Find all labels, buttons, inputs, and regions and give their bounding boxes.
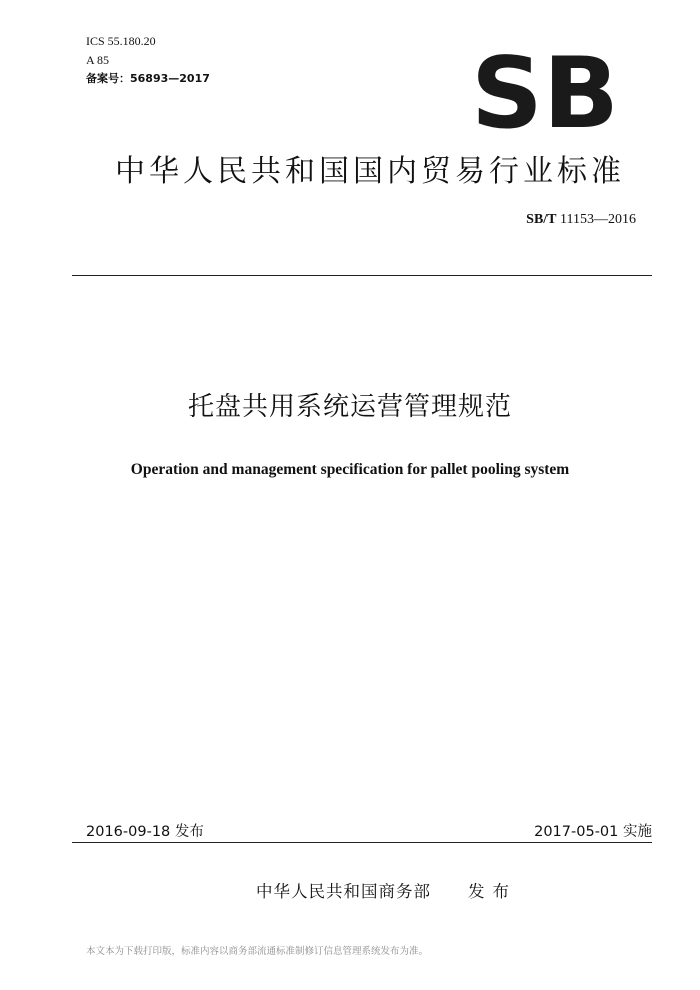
footer-note: 本文本为下载打印版，标准内容以商务部流通标准制修订信息管理系统发布为准。 (86, 946, 429, 957)
sb-logo-text: SB (471, 53, 619, 131)
issuing-authority: 中华人民共和国商务部 (256, 882, 431, 901)
issue-date: 2016-09-18 发布 (86, 824, 204, 840)
document-title-cn: 托盘共用系统运营管理规范 (187, 392, 512, 422)
sb-logo (470, 53, 620, 131)
classification-code: A 85 (86, 53, 110, 67)
divider-top (72, 275, 652, 276)
organization-title: 中华人民共和国国内贸易行业标准 (115, 154, 625, 189)
implementation-date: 2017-05-01 实施 (534, 824, 652, 840)
standard-code: 11153—2016 (560, 212, 636, 227)
filing-number: 备案号：56893—2017 (86, 72, 210, 85)
divider-bottom (72, 842, 652, 843)
publish-label: 发布 (468, 882, 517, 901)
ics-code: ICS 55.180.20 (86, 34, 156, 48)
document-title-en: Operation and management specification for pallet pooling system (130, 461, 570, 478)
standard-number (526, 212, 636, 228)
standard-prefix: SB/T (526, 212, 557, 227)
